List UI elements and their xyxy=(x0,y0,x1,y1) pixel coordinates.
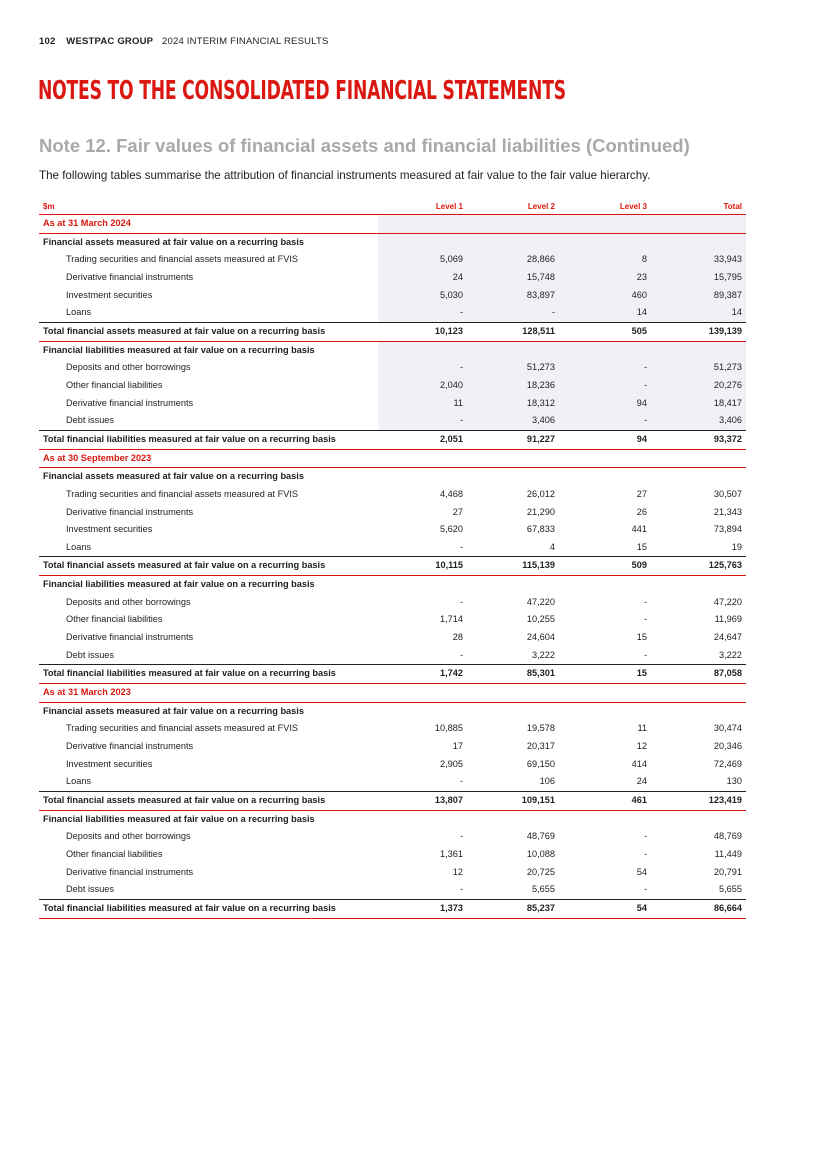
table-row-total-value: 3,222 xyxy=(719,649,742,660)
table-row-l1-value: - xyxy=(459,596,463,607)
table-row-total-value: 19 xyxy=(731,541,742,552)
period-heading-label: As at 31 March 2024 xyxy=(39,215,378,234)
liabilities-total-row-l1-value: 2,051 xyxy=(378,430,467,449)
assets-group-heading-empty-cell xyxy=(378,468,467,486)
header-total: Total xyxy=(651,199,746,215)
assets-group-heading-empty-cell xyxy=(559,702,651,720)
table-row xyxy=(39,720,746,738)
assets-total-row-label: Total financial assets measured at fair value on a recurring basis xyxy=(39,322,378,341)
table-row-l3-value: 15 xyxy=(636,632,647,643)
liabilities-group-heading-empty-cell xyxy=(559,810,651,828)
table-row-l3-value: - xyxy=(643,831,647,842)
assets-group-heading-empty-cell xyxy=(378,233,467,251)
table-row-l1-value: 27 xyxy=(452,506,463,517)
table-row-total-value: 73,894 xyxy=(713,524,742,535)
table-row-l3-value: 54 xyxy=(636,866,647,877)
liabilities-total-row-total-value: 87,058 xyxy=(651,665,746,684)
liabilities-group-heading-empty-cell xyxy=(378,576,467,594)
table-row-l2-value: 18,312 xyxy=(467,395,559,413)
table-row xyxy=(39,504,746,522)
table-row-label: Debt issues xyxy=(66,415,115,426)
table-row-l1-value: - xyxy=(459,831,463,842)
liabilities-group-heading-label: Financial liabilities measured at fair value on a recurring basis xyxy=(43,344,315,355)
table-row-l3-value: 11 xyxy=(637,723,647,734)
table-row-l3-value: - xyxy=(643,614,647,625)
table-row-l1-value: 4,468 xyxy=(440,488,463,499)
table-row-l3-value: - xyxy=(559,412,651,430)
table-row-total-value: 20,346 xyxy=(713,741,742,752)
assets-total-row-total-value: 125,763 xyxy=(651,557,746,576)
table-row-total-value: 3,406 xyxy=(651,412,746,430)
assets-group-heading-empty-cell xyxy=(651,702,746,720)
table-row-l1-value: 28 xyxy=(452,632,463,643)
table-row-l2-value: 48,769 xyxy=(526,831,555,842)
liabilities-group-heading-empty-cell xyxy=(467,576,559,594)
table-row-l1-value: 10,885 xyxy=(434,723,463,734)
table-row xyxy=(39,773,746,791)
assets-total-row-l3-value: 509 xyxy=(559,557,651,576)
table-row-l2-value: 26,012 xyxy=(526,488,555,499)
table-row xyxy=(39,287,746,305)
liabilities-total-row-l3-value: 54 xyxy=(559,899,651,918)
table-row-l3-value: 15 xyxy=(636,541,647,552)
period-heading-empty-cell xyxy=(467,449,559,468)
liabilities-group-heading-empty-cell xyxy=(559,576,651,594)
report-name: 2024 INTERIM FINANCIAL RESULTS xyxy=(162,36,329,47)
assets-total-row-l1-value: 13,807 xyxy=(378,792,467,811)
table-row-total-value: 30,507 xyxy=(713,488,742,499)
liabilities-total-row-l1-value: 1,742 xyxy=(378,665,467,684)
assets-group-heading xyxy=(39,702,746,720)
fair-value-hierarchy-table xyxy=(39,199,746,919)
assets-total-row-l3-value: 505 xyxy=(559,322,651,341)
table-row xyxy=(39,738,746,756)
table-row-label: Derivative financial instruments xyxy=(66,632,194,643)
liabilities-total-row xyxy=(39,899,746,918)
table-row-total-value: 21,343 xyxy=(713,506,742,517)
table-row-l2-value: 3,222 xyxy=(532,649,555,660)
table-row-l3-value: - xyxy=(643,884,647,895)
table-row-l1-value: - xyxy=(378,359,467,377)
assets-total-row-l2-value: 109,151 xyxy=(467,792,559,811)
liabilities-group-heading-label: Financial liabilities measured at fair value on a recurring basis xyxy=(43,813,315,824)
table-row-l1-value: 5,069 xyxy=(378,251,467,269)
table-row-label: Derivative financial instruments xyxy=(66,397,194,408)
header-units: $m xyxy=(39,199,378,215)
assets-group-heading-empty-cell xyxy=(559,468,651,486)
table-row xyxy=(39,269,746,287)
table-row-l2-value: 20,317 xyxy=(526,741,555,752)
table-row-label: Trading securities and financial assets measured at FVIS xyxy=(66,488,299,499)
table-row-label: Investment securities xyxy=(66,289,153,300)
table-row-label: Trading securities and financial assets measured at FVIS xyxy=(66,254,299,265)
table-row-total-value: 72,469 xyxy=(713,758,742,769)
table-row-total-value: 20,791 xyxy=(713,866,742,877)
table-row-l1-value: - xyxy=(459,884,463,895)
table-row xyxy=(39,377,746,395)
liabilities-group-heading-empty-cell xyxy=(651,576,746,594)
header-level-1: Level 1 xyxy=(378,199,467,215)
table-row-l2-value: 4 xyxy=(549,541,555,552)
table-row-l1-value: - xyxy=(378,412,467,430)
table-row-total-value: 24,647 xyxy=(713,632,742,643)
liabilities-total-row-l2-value: 85,301 xyxy=(467,665,559,684)
liabilities-total-row-total-value: 86,664 xyxy=(651,899,746,918)
table-row xyxy=(39,846,746,864)
table-row-l2-value: 20,725 xyxy=(526,866,555,877)
table-row-label: Other financial liabilities xyxy=(66,848,163,859)
note-title: Note 12. Fair values of financial assets and financial liabilities (Continued) xyxy=(39,135,690,156)
table-row xyxy=(39,486,746,504)
table-row-l2-value: 51,273 xyxy=(467,359,559,377)
period-heading xyxy=(39,684,746,703)
table-row-label: Loans xyxy=(66,541,92,552)
page-number: 102 xyxy=(39,36,56,47)
table-row-l1-value: 12 xyxy=(452,866,463,877)
liabilities-group-heading xyxy=(39,341,746,359)
assets-total-row-l1-value: 10,115 xyxy=(378,557,467,576)
assets-total-row-l2-value: 128,511 xyxy=(467,322,559,341)
liabilities-group-heading-empty-cell xyxy=(559,341,651,359)
liabilities-total-row xyxy=(39,665,746,684)
table-row xyxy=(39,864,746,882)
table-row-l3-value: - xyxy=(643,848,647,859)
table-row-total-value: 11,449 xyxy=(714,848,742,859)
table-row-label: Other financial liabilities xyxy=(66,614,163,625)
period-heading-empty-cell xyxy=(378,449,467,468)
table-row-l3-value: 14 xyxy=(559,304,651,322)
table-row-label: Investment securities xyxy=(66,758,153,769)
period-heading-empty-cell xyxy=(378,215,467,234)
page-title: NOTES TO THE CONSOLIDATED FINANCIAL STATEMENTS xyxy=(38,76,566,106)
table-row-total-value: 14 xyxy=(651,304,746,322)
table-row xyxy=(39,629,746,647)
table-row-label: Derivative financial instruments xyxy=(66,741,194,752)
liabilities-group-heading xyxy=(39,576,746,594)
table-row xyxy=(39,594,746,612)
period-heading-label: As at 31 March 2023 xyxy=(39,684,378,703)
table-row-l3-value: 460 xyxy=(559,287,651,305)
table-row-l3-value: 414 xyxy=(631,758,647,769)
table-row-l2-value: 15,748 xyxy=(467,269,559,287)
table-row-l3-value: 441 xyxy=(631,524,647,535)
table-row-l2-value: 19,578 xyxy=(526,723,555,734)
table-row xyxy=(39,395,746,413)
table-row-l3-value: 26 xyxy=(636,506,647,517)
table-row-l1-value: 5,030 xyxy=(378,287,467,305)
period-heading-empty-cell xyxy=(467,215,559,234)
table-row-label: Deposits and other borrowings xyxy=(66,362,191,373)
liabilities-group-heading xyxy=(39,810,746,828)
table-row-label: Trading securities and financial assets measured at FVIS xyxy=(66,723,299,734)
assets-group-heading-empty-cell xyxy=(467,233,559,251)
period-heading-empty-cell xyxy=(651,684,746,703)
table-row-l2-value: 28,866 xyxy=(467,251,559,269)
assets-group-heading-label: Financial assets measured at fair value on a recurring basis xyxy=(43,705,304,716)
table-row xyxy=(39,304,746,322)
table-row-l1-value: 24 xyxy=(378,269,467,287)
table-row-l2-value: 67,833 xyxy=(526,524,555,535)
assets-total-row xyxy=(39,557,746,576)
liabilities-total-row xyxy=(39,430,746,449)
table-row-total-value: 20,276 xyxy=(651,377,746,395)
table-row-l2-value: 24,604 xyxy=(526,632,555,643)
assets-group-heading xyxy=(39,233,746,251)
liabilities-total-row-l3-value: 94 xyxy=(559,430,651,449)
table-row-l1-value: 1,714 xyxy=(440,614,463,625)
intro-text: The following tables summarise the attribution of financial instruments measured at fair value to the fair value hierarchy. xyxy=(39,169,651,182)
table-row-l3-value: 12 xyxy=(636,741,647,752)
table-row-l1-value: - xyxy=(459,541,463,552)
assets-total-row-total-value: 139,139 xyxy=(651,322,746,341)
table-row-l1-value: 2,905 xyxy=(440,758,463,769)
table-row-label: Debt issues xyxy=(66,649,115,660)
table-row-total-value: 18,417 xyxy=(651,395,746,413)
period-heading-empty-cell xyxy=(467,684,559,703)
table-row-label: Derivative financial instruments xyxy=(66,506,194,517)
liabilities-total-row-label: Total financial liabilities measured at fair value on a recurring basis xyxy=(39,899,378,918)
assets-group-heading-empty-cell xyxy=(378,702,467,720)
assets-group-heading-empty-cell xyxy=(467,702,559,720)
table-row-l3-value: 23 xyxy=(559,269,651,287)
liabilities-total-row-l2-value: 91,227 xyxy=(467,430,559,449)
table-row-l3-value: 94 xyxy=(559,395,651,413)
table-row-l1-value: 2,040 xyxy=(378,377,467,395)
table-row-label: Investment securities xyxy=(66,524,153,535)
table-row-l2-value: 3,406 xyxy=(467,412,559,430)
assets-total-row-l2-value: 115,139 xyxy=(467,557,559,576)
table-row-total-value: 51,273 xyxy=(651,359,746,377)
assets-group-heading-label: Financial assets measured at fair value on a recurring basis xyxy=(43,471,304,482)
page-header xyxy=(39,36,329,47)
table-row-total-value: 15,795 xyxy=(651,269,746,287)
liabilities-group-heading-empty-cell xyxy=(651,810,746,828)
period-heading-label: As at 30 September 2023 xyxy=(39,449,378,468)
header-level-2: Level 2 xyxy=(467,199,559,215)
table-row-l3-value: 8 xyxy=(559,251,651,269)
period-heading-empty-cell xyxy=(559,449,651,468)
company-name: WESTPAC GROUP xyxy=(66,36,154,47)
liabilities-group-heading-empty-cell xyxy=(378,341,467,359)
table-row-l3-value: - xyxy=(559,377,651,395)
assets-total-row-label: Total financial assets measured at fair value on a recurring basis xyxy=(39,792,378,811)
table-row-l2-value: 83,897 xyxy=(467,287,559,305)
table-row-total-value: 130 xyxy=(726,776,742,787)
table-row-l2-value: 21,290 xyxy=(526,506,555,517)
table-row-l1-value: - xyxy=(459,776,463,787)
table-row-l2-value: - xyxy=(467,304,559,322)
table-row-l3-value: - xyxy=(559,359,651,377)
assets-group-heading-empty-cell xyxy=(467,468,559,486)
period-heading-empty-cell xyxy=(559,684,651,703)
period-heading xyxy=(39,215,746,234)
table-row-l3-value: - xyxy=(643,596,647,607)
table-row xyxy=(39,881,746,899)
liabilities-group-heading-empty-cell xyxy=(467,810,559,828)
assets-group-heading-empty-cell xyxy=(651,233,746,251)
table-row-l1-value: 5,620 xyxy=(440,524,463,535)
table-row-label: Deposits and other borrowings xyxy=(66,831,191,842)
assets-group-heading-label: Financial assets measured at fair value on a recurring basis xyxy=(43,236,304,247)
table-row xyxy=(39,412,746,430)
liabilities-total-row-l3-value: 15 xyxy=(559,665,651,684)
assets-total-row xyxy=(39,792,746,811)
period-heading-empty-cell xyxy=(651,215,746,234)
table-row xyxy=(39,756,746,774)
table-row xyxy=(39,251,746,269)
table-row-label: Loans xyxy=(66,776,92,787)
table-row-label: Loans xyxy=(66,307,92,318)
table-row-total-value: 5,655 xyxy=(719,884,742,895)
assets-total-row xyxy=(39,322,746,341)
period-heading-empty-cell xyxy=(378,684,467,703)
table-row-label: Debt issues xyxy=(66,884,115,895)
liabilities-total-row-label: Total financial liabilities measured at fair value on a recurring basis xyxy=(39,665,378,684)
table-header-row xyxy=(39,199,746,215)
period-heading xyxy=(39,449,746,468)
liabilities-group-heading-empty-cell xyxy=(651,341,746,359)
table-row-l2-value: 10,255 xyxy=(526,614,555,625)
table-row-label: Other financial liabilities xyxy=(66,379,163,390)
table-row-total-value: 30,474 xyxy=(713,723,742,734)
table-row xyxy=(39,611,746,629)
assets-total-row-l3-value: 461 xyxy=(559,792,651,811)
liabilities-group-heading-empty-cell xyxy=(467,341,559,359)
period-heading-empty-cell xyxy=(559,215,651,234)
liabilities-total-row-label: Total financial liabilities measured at fair value on a recurring basis xyxy=(39,430,378,449)
liabilities-total-row-total-value: 93,372 xyxy=(651,430,746,449)
period-heading-empty-cell xyxy=(651,449,746,468)
table-row xyxy=(39,828,746,846)
header-level-3: Level 3 xyxy=(559,199,651,215)
table-row-label: Derivative financial instruments xyxy=(66,271,194,282)
assets-total-row-total-value: 123,419 xyxy=(651,792,746,811)
table-row-l3-value: 24 xyxy=(636,776,647,787)
table-row-l2-value: 69,150 xyxy=(526,758,555,769)
table-row-l1-value: 11 xyxy=(378,395,467,413)
table-row-label: Deposits and other borrowings xyxy=(66,596,191,607)
table-row-l2-value: 10,088 xyxy=(526,848,555,859)
table-row-label: Derivative financial instruments xyxy=(66,866,194,877)
liabilities-group-heading-label: Financial liabilities measured at fair value on a recurring basis xyxy=(43,579,315,590)
table-row-total-value: 11,969 xyxy=(714,614,742,625)
table-row-l2-value: 5,655 xyxy=(532,884,555,895)
table-row-l1-value: - xyxy=(378,304,467,322)
table-row xyxy=(39,521,746,539)
table-row xyxy=(39,539,746,557)
table-row-total-value: 89,387 xyxy=(651,287,746,305)
assets-group-heading xyxy=(39,468,746,486)
liabilities-total-row-l1-value: 1,373 xyxy=(378,899,467,918)
table-row-l2-value: 106 xyxy=(539,776,555,787)
assets-total-row-l1-value: 10,123 xyxy=(378,322,467,341)
assets-group-heading-empty-cell xyxy=(651,468,746,486)
liabilities-group-heading-empty-cell xyxy=(378,810,467,828)
assets-group-heading-empty-cell xyxy=(559,233,651,251)
table-row-l2-value: 47,220 xyxy=(526,596,555,607)
table-row-l1-value: 1,361 xyxy=(440,848,463,859)
table-row-total-value: 48,769 xyxy=(713,831,742,842)
table-row-l3-value: 27 xyxy=(636,488,647,499)
liabilities-total-row-l2-value: 85,237 xyxy=(467,899,559,918)
table-row-l3-value: - xyxy=(643,649,647,660)
table-row xyxy=(39,359,746,377)
assets-total-row-label: Total financial assets measured at fair value on a recurring basis xyxy=(39,557,378,576)
table-row-l1-value: 17 xyxy=(452,741,463,752)
table-row-total-value: 33,943 xyxy=(651,251,746,269)
table-row xyxy=(39,647,746,665)
table-row-l1-value: - xyxy=(459,649,463,660)
table-row-total-value: 47,220 xyxy=(713,596,742,607)
table-row-l2-value: 18,236 xyxy=(467,377,559,395)
